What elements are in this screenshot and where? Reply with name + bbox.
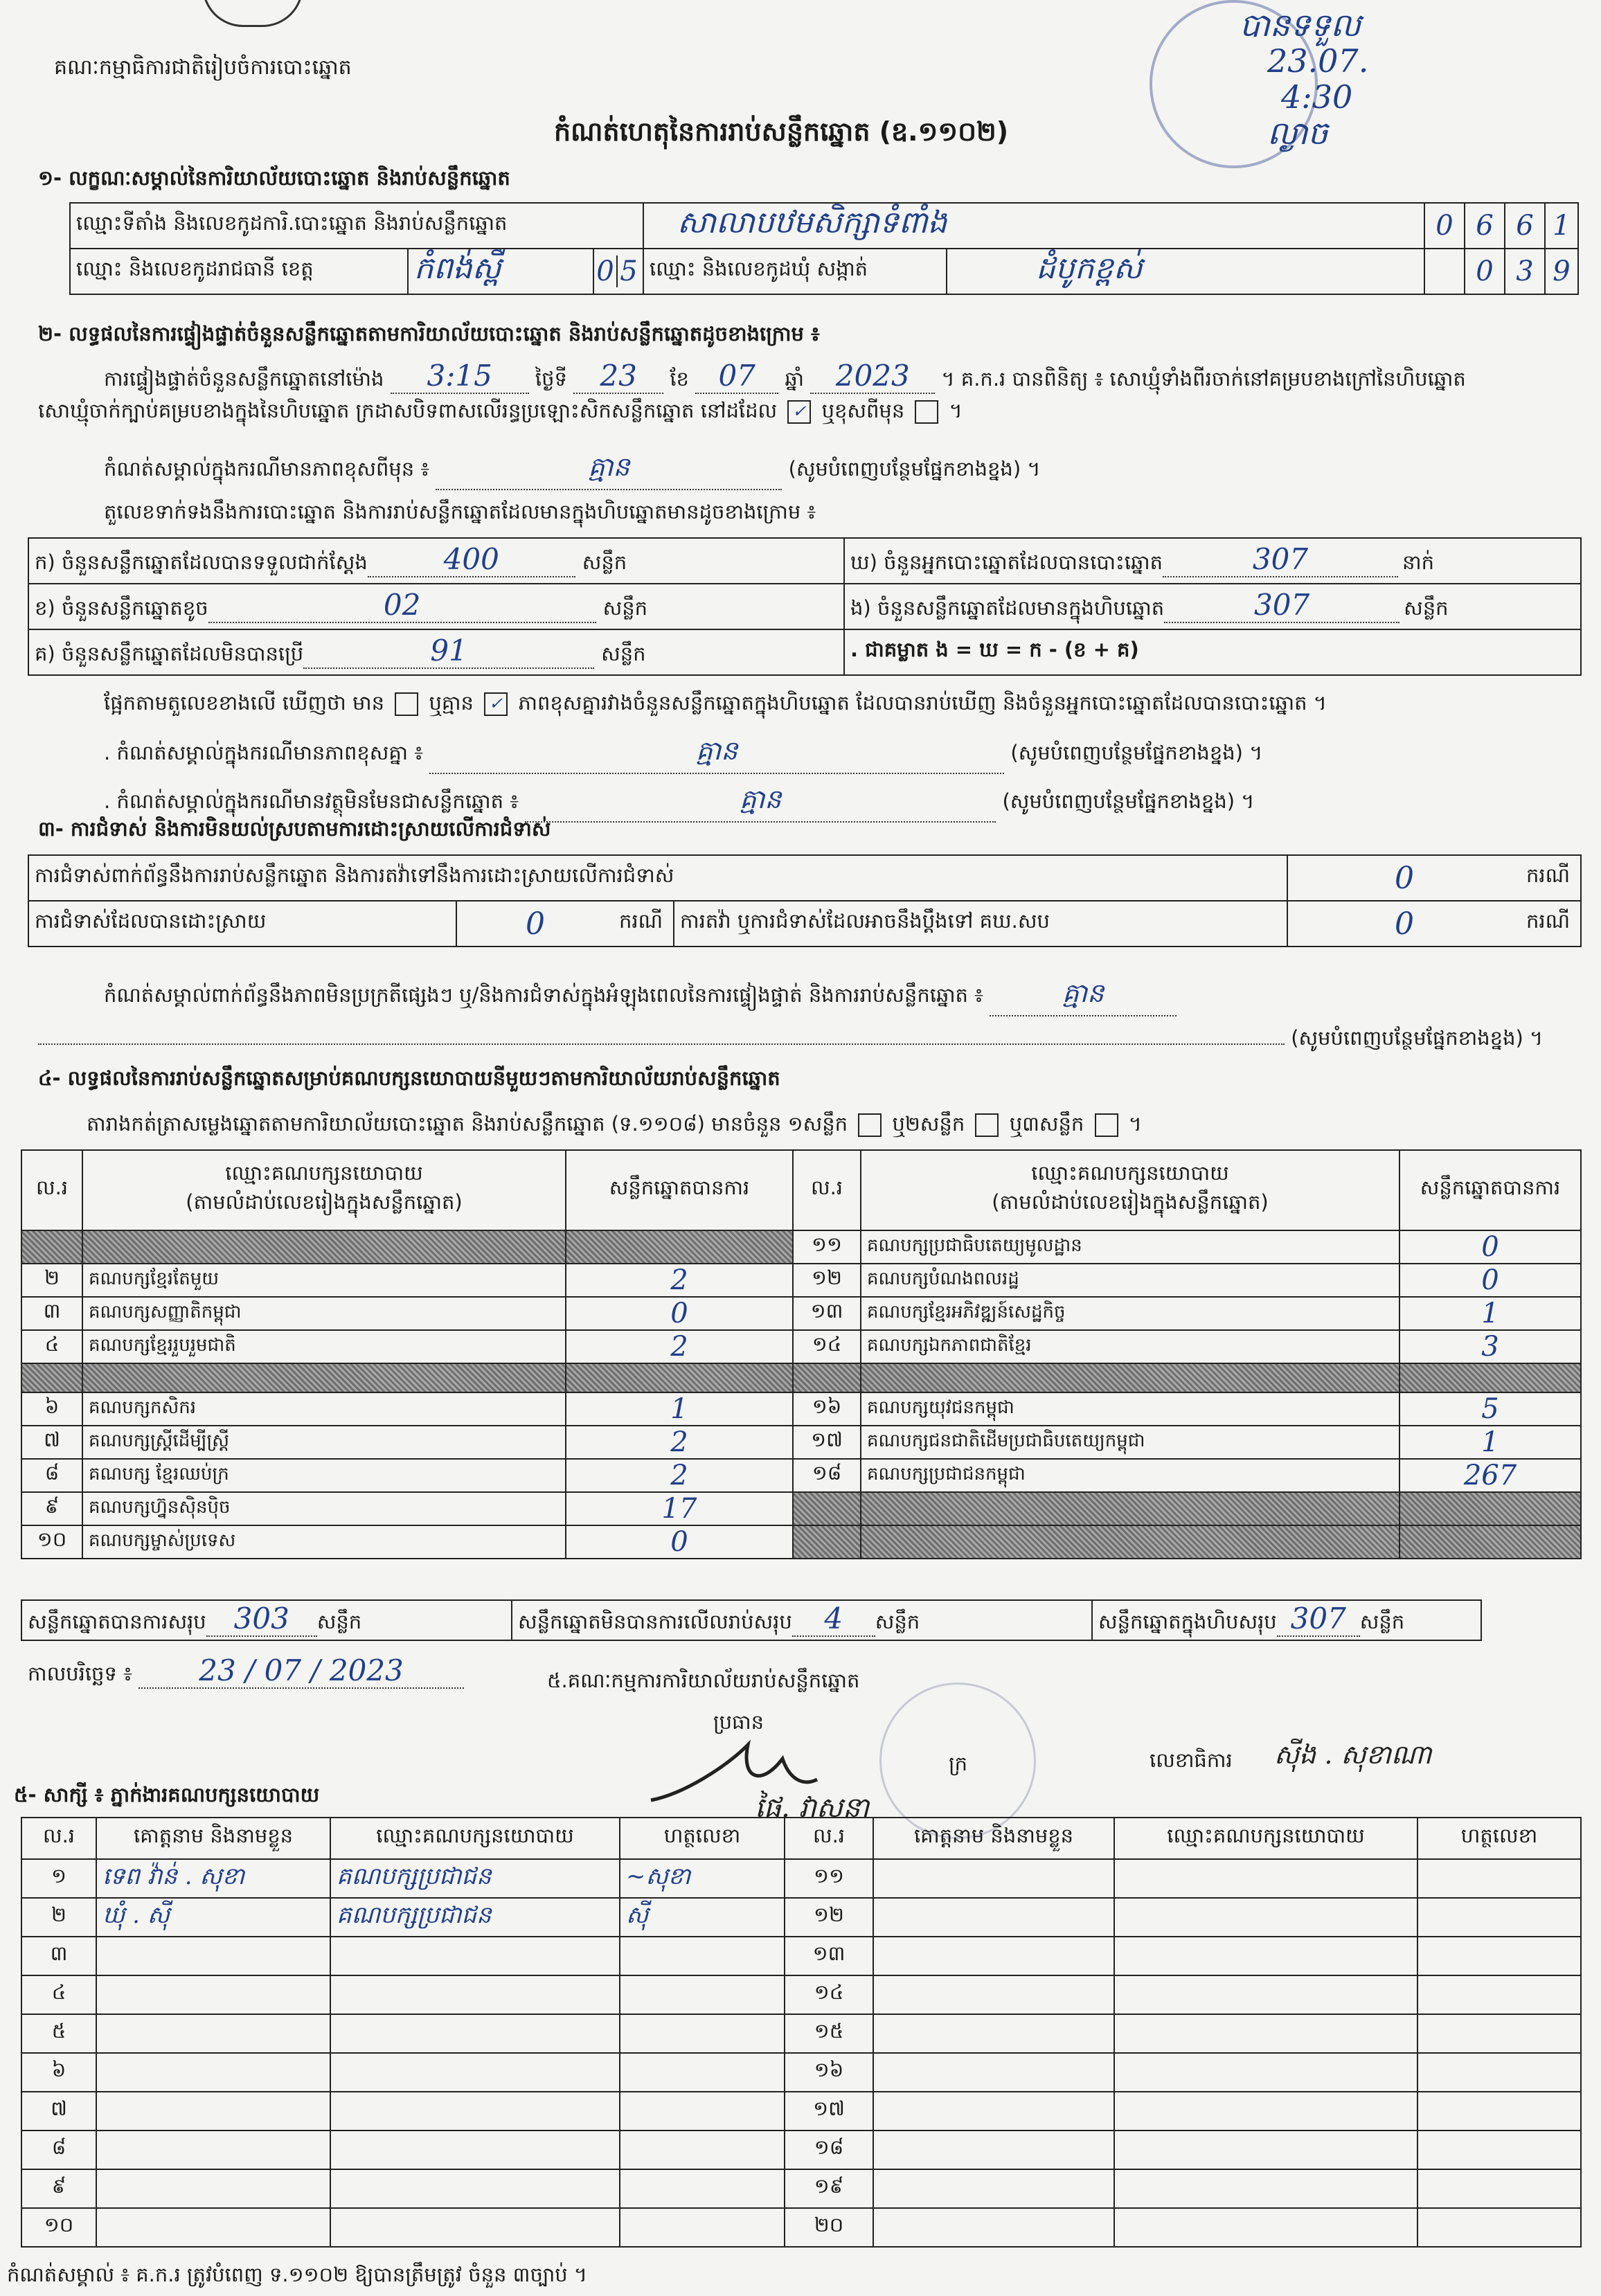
chair-label: ប្រធាន [713, 1710, 764, 1734]
objection-unit: ករណី [1521, 855, 1581, 901]
witness-name [873, 2014, 1114, 2053]
party-votes [1399, 1525, 1581, 1559]
witness-party [330, 2208, 620, 2247]
witness-name [96, 2014, 330, 2053]
figure-row: ឃ) ចំនួនអ្នកបោះឆ្នោតដែលបានបោះឆ្នោត 307 នាក់ [844, 538, 1581, 584]
totals-table [21, 1599, 1482, 1641]
witness-name [96, 2169, 330, 2208]
resolved-label: ការជំទាស់ដែលបានដោះស្រាយ [28, 901, 456, 947]
witness-number: ៤ [21, 1975, 96, 2014]
location-value: សាលាបឋមសិក្សាទំពាំង [643, 203, 1424, 249]
col-no: ល.រ [793, 1150, 861, 1230]
commune-label: ឈ្មោះ និងលេខកូដឃុំ សង្កាត់ [643, 249, 947, 294]
emblem [202, 0, 303, 27]
difference-line: ផ្អែកតាមតួលេខខាងលើ ឃើញថា មាន ឬគ្មាន ✓ ភាពខុសគ្នារវាងចំនួនសន្លឹកឆ្នោតក្នុងហិបឆ្នោត ដែលបានរាប់ឃើញ និងចំនួនអ្នកបោះឆ្នោតដែលបានបោះឆ្នោត ។ [104, 691, 1327, 715]
table-row [21, 2131, 1581, 2169]
witness-name [873, 1859, 1114, 1898]
col-no: ល.រ [21, 1818, 96, 1859]
total-invalid: សន្លឹកឆ្នោតមិនបានការលើលរាប់សរុប 4 សន្លឹក [512, 1600, 1092, 1640]
appeal-unit: ករណី [1521, 901, 1581, 947]
col-no: ល.រ [21, 1150, 82, 1230]
party-votes: 0 [566, 1525, 793, 1559]
col-sign: ហត្ថលេខា [620, 1818, 785, 1859]
witness-signature [1417, 2169, 1581, 2208]
witness-number: ១២ [785, 1898, 873, 1937]
witness-name [873, 1937, 1114, 1975]
witness-signature [1417, 1937, 1581, 1975]
party-name: គណបក្សបំណងពលរដ្ឋ [861, 1264, 1399, 1297]
witness-party [1114, 2208, 1417, 2247]
witness-number: ១៩ [785, 2169, 873, 2208]
committee-stamp [879, 1683, 1036, 1839]
province-code: 0 5 [593, 249, 643, 294]
party-name: គណបក្សសញ្ញាតិកម្ពុជា [82, 1297, 566, 1330]
witness-party [1114, 2131, 1417, 2169]
table-row [21, 2053, 1581, 2092]
objection-label: ការជំទាស់ពាក់ព័ន្ធនឹងការរាប់សន្លឹកឆ្នោត និងការតវ៉ាទៅនឹងការដោះស្រាយលើការជំទាស់ [28, 855, 1287, 901]
section1-heading: ១- លក្ខណៈសម្គាល់នៃការិយាល័យបោះឆ្នោត និងរាប់សន្លឹកឆ្នោត [38, 166, 510, 190]
col-party: ឈ្មោះគណបក្សនយោបាយ (តាមលំដាប់លេខរៀងក្នុងសន្លឹកឆ្នោត) [82, 1150, 566, 1230]
location-code-digit: 1 [1545, 203, 1578, 249]
resolved-value: 0 [456, 901, 614, 947]
chair-signature-scribble [644, 1738, 824, 1814]
change-note-line: កំណត់សម្គាល់ក្នុងករណីមានភាពខុសពីមុន ៖ គ្មាន (សូមបំពេញបន្ថែមផ្នែកខាងខ្នង) ។ [104, 450, 1040, 490]
secretary-label: លេខាធិការ [1150, 1748, 1233, 1772]
party-number: ៤ [21, 1330, 82, 1363]
party-name: គណបក្សកសិករ [82, 1392, 566, 1426]
witness-name [873, 2208, 1114, 2247]
date-line: កាលបរិច្ឆេទ ៖ 23 / 07 / 2023 [28, 1653, 464, 1691]
difference-note: . កំណត់សម្គាល់ក្នុងករណីមានភាពខុសគ្នា ៖ គ្មាន (សូមបំពេញបន្ថែមផ្នែកខាងខ្នង) ។ [104, 734, 1262, 774]
witness-name: ឃុំ . ស៊ី [96, 1898, 330, 1937]
party-number [793, 1363, 861, 1392]
party-votes: 1 [566, 1392, 793, 1426]
party-number: ៨ [21, 1459, 82, 1492]
witness-name [96, 2053, 330, 2092]
party-votes: 2 [566, 1330, 793, 1363]
table-row [21, 1230, 1581, 1264]
witness-number: ២ [21, 1898, 96, 1937]
table-row [21, 1859, 1581, 1898]
table-row [21, 1297, 1581, 1330]
party-votes: 1 [1399, 1297, 1581, 1330]
total-valid: សន្លឹកឆ្នោតបានការសរុប 303 សន្លឹក [21, 1600, 512, 1640]
location-label: ឈ្មោះទីតាំង និងលេខកូដការិ.បោះឆ្នោត និងរាប់សន្លឹកឆ្នោត [70, 203, 643, 249]
witness-party: គណបក្សប្រជាជន [330, 1898, 620, 1937]
party-name [861, 1492, 1399, 1525]
witness-number: ១០ [21, 2208, 96, 2247]
province-value: កំពង់ស្ពឺ [408, 249, 593, 294]
party-number: ៦ [21, 1392, 82, 1426]
party-name [861, 1363, 1399, 1392]
party-votes: 17 [566, 1492, 793, 1525]
witness-signature [620, 2169, 785, 2208]
party-name: គណបក្សប្រជាធិបតេយ្យមូលដ្ឋាន [861, 1230, 1399, 1264]
witness-party [330, 2131, 620, 2169]
witness-number: ១៦ [785, 2053, 873, 2092]
figures-table [28, 537, 1582, 676]
witness-party [1114, 2169, 1417, 2208]
witness-number: ៥ [21, 2014, 96, 2053]
commune-code-digit: 9 [1545, 249, 1578, 294]
location-table [69, 202, 1579, 295]
party-name: គណបក្សស្ត្រីដើម្បីស្ត្រី [82, 1426, 566, 1459]
objection-value: 0 [1287, 855, 1521, 901]
col-party: ឈ្មោះគណបក្សនយោបាយ [1114, 1818, 1417, 1859]
party-name: គណបក្សហ្វ៊ុនស៊ិនប៉ិច [82, 1492, 566, 1525]
witness-party [1114, 2053, 1417, 2092]
party-votes: 0 [1399, 1230, 1581, 1264]
col-sign: ហត្ថលេខា [1417, 1818, 1581, 1859]
witness-signature [1417, 2131, 1581, 2169]
party-number: ១២ [793, 1264, 861, 1297]
witness-party [330, 2169, 620, 2208]
commune-code-digit: 3 [1505, 249, 1545, 294]
appeal-label: ការតវ៉ា ឬការជំទាស់ដែលអាចនឹងប្តឹងទៅ គឃ.សប [674, 901, 1287, 947]
page-title: កំណត់ហេតុនៃការរាប់សន្លឹកឆ្នោត (ឧ.១១០២) [554, 116, 1009, 147]
party-votes: 3 [1399, 1330, 1581, 1363]
secretary-signature: ស៊ីង . សុខាណា [1274, 1739, 1432, 1770]
col-party: ឈ្មោះគណបក្សនយោបាយ [330, 1818, 620, 1859]
table-row [21, 2208, 1581, 2247]
witness-name: ទេព វ៉ាន់ . សុខា [96, 1859, 330, 1898]
witness-party [1114, 1898, 1417, 1937]
party-name: គណបក្សម្ចាស់ប្រទេស [82, 1525, 566, 1559]
foreign-object-note: . កំណត់សម្គាល់ក្នុងករណីមានវត្ថុមិនមែនជាសន្លឹកឆ្នោត ៖ គ្មាន (សូមបំពេញបន្ថែមផ្នែកខាងខ្នង) ។ [104, 782, 1254, 823]
witness-signature [620, 2092, 785, 2131]
witness-signature [1417, 2014, 1581, 2053]
two-sheets-checkbox[interactable] [975, 1113, 999, 1137]
party-name: គណបក្សយុវជនកម្ពុជា [861, 1392, 1399, 1426]
witness-signature [620, 2053, 785, 2092]
party-number [21, 1230, 82, 1264]
party-votes: 2 [566, 1264, 793, 1297]
witness-table [21, 1817, 1582, 2248]
witness-party [330, 1975, 620, 2014]
irregularity-note: កំណត់សម្គាល់ពាក់ព័ន្ធនឹងភាពមិនប្រក្រតីផ្សេងៗ ឬ/និងការជំទាស់ក្នុងអំឡុងពេលនៃការផ្ទៀងផ្ទាត់ និងការរាប់សន្លឹកឆ្នោត ៖ គ្មាន [104, 976, 1177, 1016]
table-row [21, 1426, 1581, 1459]
tally-sheet-line: តារាងកត់ត្រាសម្លេងឆ្នោតតាមការិយាល័យបោះឆ្នោត និងរាប់សន្លឹកឆ្នោត (ទ.១១០៨) មានចំនួន ១សន្លឹក ឬ២សន្លឹក ឬ៣សន្លឹក ។ [87, 1112, 1142, 1136]
witness-number: ៣ [21, 1937, 96, 1975]
table-row [21, 2092, 1581, 2131]
party-votes [566, 1230, 793, 1264]
witness-name [873, 2053, 1114, 2092]
verification-line: ការផ្ទៀងផ្ទាត់ចំនួនសន្លឹកឆ្នោតនៅម៉ោង 3:15 ថ្ងៃទី 23 ខែ 07 ឆ្នាំ 2023 ។ គ.ក.រ បានពិនិត្យ ៖ សោឃ្មុំទាំងពីរចាក់នៅគម្របខាងក្រៅនៃហិបឆ្នោត [104, 359, 1466, 393]
org-name: គណៈកម្មាធិការជាតិរៀបចំការបោះឆ្នោត [54, 55, 352, 80]
party-votes: 267 [1399, 1459, 1581, 1492]
witness-signature [1417, 2053, 1581, 2092]
party-number [793, 1492, 861, 1525]
commune-value: ដំបូកខ្ពស់ [947, 249, 1424, 294]
member-label: ក្រ [949, 1752, 968, 1775]
witness-signature [620, 2208, 785, 2247]
party-votes: 0 [566, 1297, 793, 1330]
witness-party [1114, 2014, 1417, 2053]
witness-signature [620, 2014, 785, 2053]
table-row [21, 1363, 1581, 1392]
three-sheets-checkbox[interactable] [1095, 1113, 1118, 1137]
party-name: គណបក្សខ្មែររួបរួមជាតិ [82, 1330, 566, 1363]
col-votes: សន្លឹកឆ្នោតបានការ [566, 1150, 793, 1230]
no-difference-checkbox[interactable]: ✓ [484, 692, 508, 716]
col-party: ឈ្មោះគណបក្សនយោបាយ (តាមលំដាប់លេខរៀងក្នុងសន្លឹកឆ្នោត) [861, 1150, 1399, 1230]
party-name [861, 1525, 1399, 1559]
witness-party [1114, 1859, 1417, 1898]
section5-heading: ៥- សាក្សី ៖ ភ្នាក់ងារគណបក្សនយោបាយ [14, 1783, 320, 1806]
party-number: ១១ [793, 1230, 861, 1264]
table-row [21, 1525, 1581, 1559]
witness-number: ១៥ [785, 2014, 873, 2053]
table-row [21, 1975, 1581, 2014]
footer-note: កំណត់សម្គាល់ ៖ គ.ក.រ ត្រូវបំពេញ ទ.១១០២ ឱ្យបានត្រឹមត្រូវ ចំនួន ៣ច្បាប់ ។ [7, 2263, 588, 2286]
witness-name [873, 2092, 1114, 2131]
witness-party [330, 2092, 620, 2131]
seal-line: សោឃ្មុំចាក់ក្បាប់គម្របខាងក្នុងនៃហិបឆ្នោត ក្រដាសបិទពាសលើរន្ធប្រឡោះសិកសន្លឹកឆ្នោត នៅដដែល ✓ ឬខុសពីមុន ។ [38, 399, 963, 422]
witness-signature: ~សុខា [620, 1859, 785, 1898]
location-code-digit: 0 [1424, 203, 1465, 249]
witness-name [873, 2169, 1114, 2208]
table-row [21, 1264, 1581, 1297]
changed-checkbox[interactable] [915, 400, 938, 424]
section2-heading: ២- លទ្ធផលនៃការផ្ទៀងផ្ទាត់ចំនួនសន្លឹកឆ្នោតតាមការិយាល័យបោះឆ្នោត និងរាប់សន្លឹកឆ្នោតដូចខាងក្រោម ៖ [38, 322, 820, 346]
party-name: គណបក្សប្រជាជនកម្ពុជា [861, 1459, 1399, 1492]
party-votes [1399, 1492, 1581, 1525]
party-votes [566, 1363, 793, 1392]
witness-party [1114, 2092, 1417, 2131]
witness-party [330, 2053, 620, 2092]
party-votes: 0 [1399, 1264, 1581, 1297]
table-row [21, 1898, 1581, 1937]
province-label: ឈ្មោះ និងលេខកូដរាជធានី ខេត្ត [70, 249, 408, 294]
objections-table [28, 854, 1582, 947]
table-row [21, 1937, 1581, 1975]
party-votes: 2 [566, 1426, 793, 1459]
unchanged-checkbox[interactable]: ✓ [787, 400, 811, 424]
witness-signature [1417, 2208, 1581, 2247]
witness-signature: ស៊ី [620, 1898, 785, 1937]
witness-party [1114, 1937, 1417, 1975]
figure-row: ក) ចំនួនសន្លឹកឆ្នោតដែលបានទទួលជាក់ស្តែង 400 សន្លឹក [28, 538, 844, 584]
party-number: ២ [21, 1264, 82, 1297]
witness-number: ១១ [785, 1859, 873, 1898]
section3-heading: ៣- ការជំទាស់ និងការមិនយល់ស្របតាមការដោះស្រាយលើការជំទាស់ [38, 817, 551, 841]
figure-row: គ) ចំនួនសន្លឹកឆ្នោតដែលមិនបានប្រើ 91 សន្លឹក [28, 629, 844, 675]
table-row [21, 1459, 1581, 1492]
party-number: ១៧ [793, 1426, 861, 1459]
party-number: ១០ [21, 1525, 82, 1559]
witness-number: ១៤ [785, 1975, 873, 2014]
witness-party [1114, 1975, 1417, 2014]
party-votes: 1 [1399, 1426, 1581, 1459]
witness-signature [1417, 1975, 1581, 2014]
party-name: គណបក្សខ្មែរអភិវឌ្ឍន៍សេដ្ឋកិច្ច [861, 1297, 1399, 1330]
col-name: គោត្តនាម និងនាមខ្លួន [96, 1818, 330, 1859]
irregularity-note-line2: (សូមបំពេញបន្ថែមផ្នែកខាងខ្នង) ។ [38, 1026, 1543, 1055]
witness-number: ៧ [21, 2092, 96, 2131]
resolved-unit: ករណី [614, 901, 674, 947]
commune-code-digit: 0 [1465, 249, 1505, 294]
section4-heading: ៤- លទ្ធផលនៃការរាប់សន្លឹកឆ្នោតសម្រាប់គណបក្សនយោបាយនីមួយៗតាមការិយាល័យរាប់សន្លឹកឆ្នោត [38, 1066, 780, 1090]
committee-title: ៥.គណៈកម្មការការិយាល័យរាប់សន្លឹកឆ្នោត [547, 1669, 860, 1692]
witness-signature [1417, 1859, 1581, 1898]
witness-name [96, 2092, 330, 2131]
party-name: គណបក្សខ្មែរតែមួយ [82, 1264, 566, 1297]
party-number: ១៦ [793, 1392, 861, 1426]
party-name: គណបក្សឯកភាពជាតិខ្មែរ [861, 1330, 1399, 1363]
party-votes: 5 [1399, 1392, 1581, 1426]
party-number: ១៨ [793, 1459, 861, 1492]
table-row [21, 1492, 1581, 1525]
figures-intro: តួលេខទាក់ទងនឹងការបោះឆ្នោត និងការរាប់សន្លឹកឆ្នោតដែលមានក្នុងហិបឆ្នោតមានដូចខាងក្រោម ៖ [104, 500, 816, 523]
witness-number: ១ [21, 1859, 96, 1898]
witness-name [96, 2208, 330, 2247]
party-number: ១៤ [793, 1330, 861, 1363]
witness-number: ៨ [21, 2131, 96, 2169]
party-name: គណបក្ស ខ្មែរឈប់ក្រ [82, 1459, 566, 1492]
party-number: ៣ [21, 1297, 82, 1330]
appeal-value: 0 [1287, 901, 1521, 947]
results-table [21, 1149, 1582, 1559]
witness-number: ១៣ [785, 1937, 873, 1975]
witness-party [330, 1937, 620, 1975]
formula: . ជាគម្លាត ង = ឃ = ក - (ខ + គ) [844, 629, 1581, 675]
location-code-digit: 6 [1505, 203, 1545, 249]
witness-name [96, 2131, 330, 2169]
table-row [21, 1392, 1581, 1426]
figure-row: ង) ចំនួនសន្លឹកឆ្នោតដែលមានក្នុងហិបឆ្នោត 307 សន្លឹក [844, 584, 1581, 629]
witness-signature [620, 1975, 785, 2014]
table-row [21, 2014, 1581, 2053]
col-votes: សន្លឹកឆ្នោតបានការ [1399, 1150, 1581, 1230]
stamp-note: បានទទួល 23.07. 4:30 ល្ងាច [1240, 6, 1369, 152]
table-row [21, 2169, 1581, 2208]
witness-name [873, 1898, 1114, 1937]
witness-signature [620, 1937, 785, 1975]
witness-party [330, 2014, 620, 2053]
col-name: គោត្តនាម និងនាមខ្លួន [873, 1818, 1114, 1859]
witness-name [96, 1937, 330, 1975]
party-number [793, 1525, 861, 1559]
witness-number: ៦ [21, 2053, 96, 2092]
party-name [82, 1363, 566, 1392]
witness-name [873, 1975, 1114, 2014]
party-name: គណបក្សជនជាតិដើមប្រជាធិបតេយ្យកម្ពុជា [861, 1426, 1399, 1459]
chair-signature: ផៃ. វាសនា [755, 1792, 870, 1824]
party-name [82, 1230, 566, 1264]
witness-number: ២០ [785, 2208, 873, 2247]
witness-number: ១៧ [785, 2092, 873, 2131]
party-number: ៩ [21, 1492, 82, 1525]
party-votes [1399, 1363, 1581, 1392]
witness-number: ១៨ [785, 2131, 873, 2169]
figure-row: ខ) ចំនួនសន្លឹកឆ្នោតខូច 02 សន្លឹក [28, 584, 844, 629]
col-no: ល.រ [785, 1818, 873, 1859]
has-difference-checkbox[interactable] [395, 692, 418, 716]
witness-name [96, 1975, 330, 2014]
witness-signature [620, 2131, 785, 2169]
party-number: ១៣ [793, 1297, 861, 1330]
witness-signature [1417, 1898, 1581, 1937]
party-number: ៧ [21, 1426, 82, 1459]
table-row [21, 1330, 1581, 1363]
witness-name [873, 2131, 1114, 2169]
witness-party: គណបក្សប្រជាជន [330, 1859, 620, 1898]
party-number [21, 1363, 82, 1392]
total-in-box: សន្លឹកឆ្នោតក្នុងហិបសរុប 307 សន្លឹក [1092, 1600, 1481, 1640]
one-sheet-checkbox[interactable] [858, 1113, 882, 1137]
location-code-digit: 6 [1465, 203, 1505, 249]
witness-number: ៩ [21, 2169, 96, 2208]
party-votes: 2 [566, 1459, 793, 1492]
witness-signature [1417, 2092, 1581, 2131]
